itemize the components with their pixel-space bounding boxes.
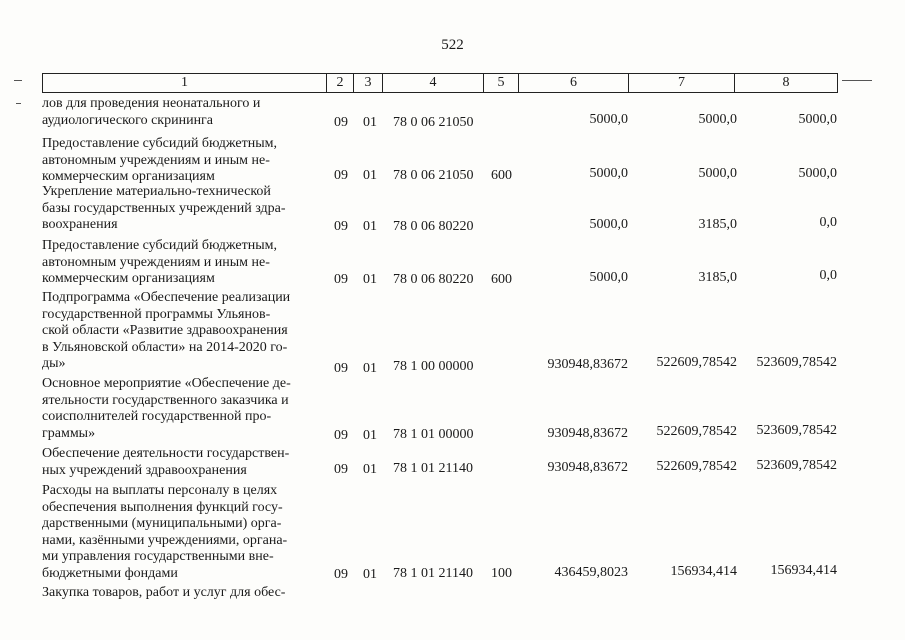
cell-amount-3: 523609,78542	[756, 355, 837, 370]
table-row-description: Закупка товаров, работ и услуг для обес-	[42, 585, 286, 600]
cell-expense-type: 600	[491, 168, 512, 183]
table-header	[42, 73, 838, 93]
margin-mark	[842, 80, 872, 81]
header-col-6: 6	[519, 74, 629, 92]
cell-section: 09	[334, 219, 348, 234]
cell-amount-1: 5000,0	[589, 270, 628, 285]
cell-section: 09	[334, 361, 348, 376]
cell-amount-3: 0,0	[819, 268, 837, 283]
cell-expense-type: 600	[491, 272, 512, 287]
cell-amount-2: 522609,78542	[656, 424, 737, 439]
cell-target-code: 78 1 01 21140	[393, 566, 473, 581]
cell-subsection: 01	[363, 428, 377, 443]
margin-mark	[16, 103, 21, 104]
cell-subsection: 01	[363, 168, 377, 183]
table-row-description: Укрепление материально-технической базы государственных учреждений здра- воохранения	[42, 184, 286, 233]
header-col-2: 2	[327, 74, 354, 92]
cell-amount-2: 522609,78542	[656, 459, 737, 474]
cell-amount-1: 930948,83672	[547, 426, 628, 441]
cell-subsection: 01	[363, 462, 377, 477]
table-row-description: Основное мероприятие «Обеспечение де- ятельности государственного заказчика и соисполнителей государственной про- граммы»	[42, 376, 291, 441]
cell-amount-3: 0,0	[819, 215, 837, 230]
cell-subsection: 01	[363, 361, 377, 376]
header-col-7: 7	[629, 74, 735, 92]
cell-amount-1: 5000,0	[589, 166, 628, 181]
cell-target-code: 78 0 06 21050	[393, 168, 474, 183]
table-row-description: Обеспечение деятельности государствен- ных учреждений здравоохранения	[42, 446, 290, 478]
cell-section: 09	[334, 272, 348, 287]
cell-amount-3: 523609,78542	[756, 458, 837, 473]
table-row-description: Предоставление субсидий бюджетным, автономным учреждениям и иным не- коммерческим организациям	[42, 136, 278, 185]
header-col-1: 1	[43, 74, 327, 92]
table-row-description: Предоставление субсидий бюджетным, автономным учреждениям и иным не- коммерческим организациям	[42, 238, 278, 287]
cell-amount-2: 3185,0	[698, 270, 737, 285]
cell-section: 09	[334, 168, 348, 183]
cell-section: 09	[334, 115, 348, 130]
cell-amount-3: 5000,0	[798, 112, 837, 127]
cell-subsection: 01	[363, 115, 377, 130]
cell-amount-1: 5000,0	[589, 217, 628, 232]
cell-subsection: 01	[363, 272, 377, 287]
cell-amount-1: 930948,83672	[547, 460, 628, 475]
cell-amount-1: 436459,8023	[554, 565, 628, 580]
cell-amount-2: 522609,78542	[656, 355, 737, 370]
table-row-description: Расходы на выплаты персоналу в целях обеспечения выполнения функций госу- дарственными (муниципальными) орга- нами, казёнными учреждениями, органа- ми управления государственными вне- бюджетными фондами	[42, 483, 288, 581]
cell-target-code: 78 1 01 00000	[393, 427, 474, 442]
cell-section: 09	[334, 428, 348, 443]
cell-target-code: 78 0 06 21050	[393, 115, 474, 130]
cell-amount-1: 5000,0	[589, 112, 628, 127]
cell-amount-2: 3185,0	[698, 217, 737, 232]
cell-subsection: 01	[363, 219, 377, 234]
cell-expense-type: 100	[491, 566, 512, 581]
header-col-4: 4	[383, 74, 484, 92]
cell-amount-1: 930948,83672	[547, 357, 628, 372]
cell-section: 09	[334, 567, 348, 582]
margin-mark	[14, 80, 22, 81]
cell-target-code: 78 1 01 21140	[393, 461, 473, 476]
page-number: 522	[441, 37, 464, 53]
table-row-description: лов для проведения неонатального и аудиологического скрининга	[42, 96, 261, 128]
header-col-3: 3	[354, 74, 383, 92]
cell-target-code: 78 0 06 80220	[393, 219, 474, 234]
cell-subsection: 01	[363, 567, 377, 582]
cell-amount-2: 156934,414	[670, 564, 737, 579]
header-col-8: 8	[782, 75, 790, 90]
table-row-description: Подпрограмма «Обеспечение реализации государственной программы Ульянов- ской области «Развитие здравоохранения в Ульяновской области» на 2014-2020 го- ды»	[42, 290, 291, 372]
cell-amount-3: 156934,414	[770, 563, 837, 578]
cell-section: 09	[334, 462, 348, 477]
cell-amount-3: 523609,78542	[756, 423, 837, 438]
cell-target-code: 78 1 00 00000	[393, 359, 474, 374]
cell-amount-3: 5000,0	[798, 166, 837, 181]
cell-target-code: 78 0 06 80220	[393, 272, 474, 287]
cell-amount-2: 5000,0	[698, 112, 737, 127]
header-col-5: 5	[484, 74, 519, 92]
cell-amount-2: 5000,0	[698, 166, 737, 181]
